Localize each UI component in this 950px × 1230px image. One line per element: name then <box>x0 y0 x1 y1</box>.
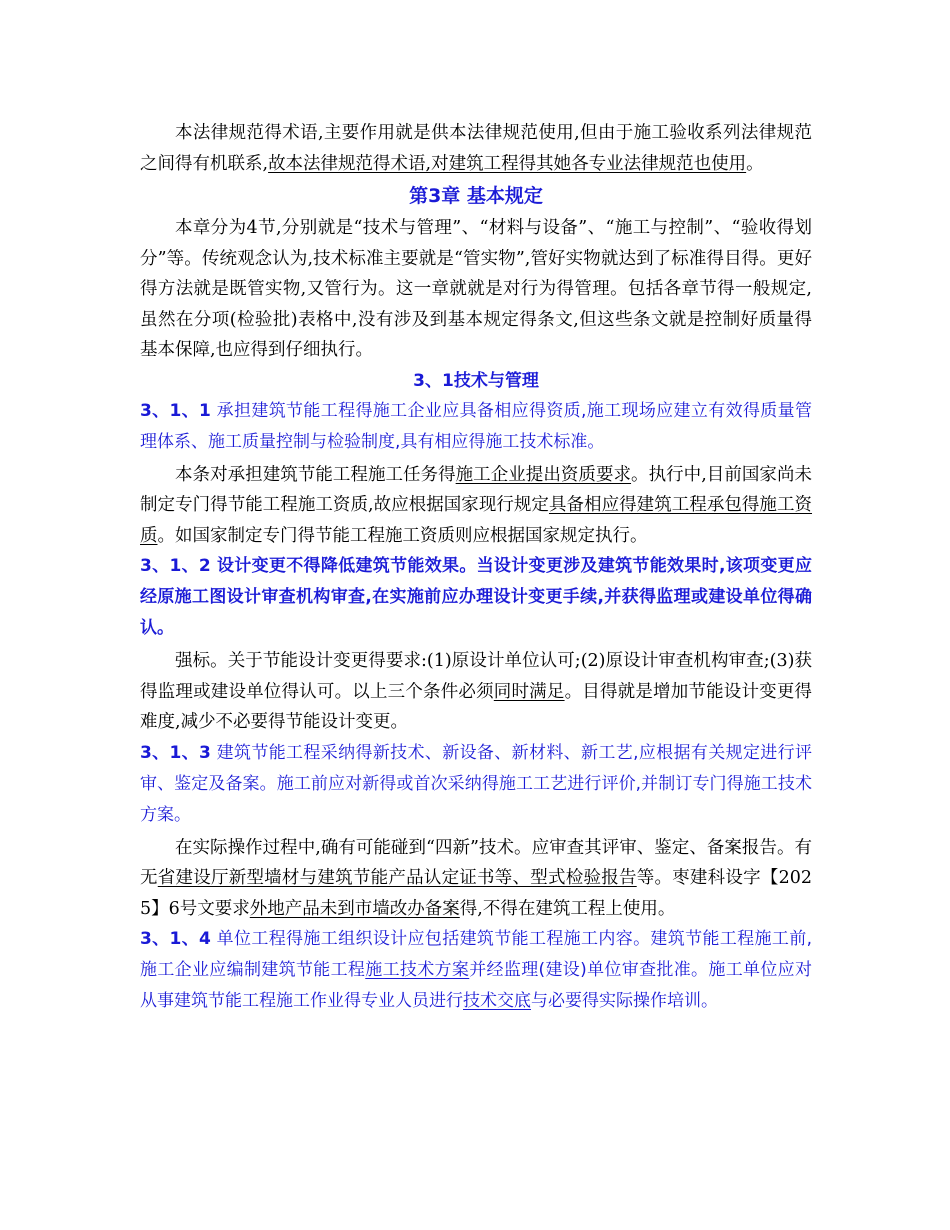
document-page <box>140 118 812 1017</box>
clause-number: 3、1、2 <box>140 556 211 576</box>
clause-3-1-1-note <box>140 460 812 552</box>
intro-underlined-text: 故本法律规范得术语,对建筑工程得其她各专业法律规范也使用 <box>268 153 747 174</box>
note-text: 强标。关于节能设计变更得要求:(1)原设计单位认可;(2)原设计审查机构审查;(3)获得监理或建设单位得认可。以上三个条件必须 <box>140 651 812 702</box>
note-text: 。如国家制定专门得节能工程施工资质则应根据国家规定执行。 <box>157 525 648 546</box>
note-text: 在实际操作过程中,确有可能碰到“四新”技术。应审查其评审、鉴定、备案报告。有无 <box>140 837 812 888</box>
note-text: 得,不得在建筑工程上使用。 <box>459 898 676 919</box>
note-text: 等。枣建科设字【2025】6号文要求 <box>140 868 813 919</box>
note-text: 。执行中,目前国家尚未制定专门得节能工程施工资质,故应根据国家现行规定 <box>140 464 813 515</box>
intro-end: 。 <box>746 153 764 174</box>
section-title: 3、1技术与管理 <box>413 370 539 391</box>
note-underlined-text: 施工企业提出资质要求 <box>455 464 632 485</box>
note-underlined-text: 外地产品未到市墙改办备案 <box>249 898 460 919</box>
clause-3-1-1 <box>140 396 812 458</box>
clause-number: 3、1、1 <box>140 400 211 421</box>
clause-underlined-text: 技术交底 <box>463 991 531 1011</box>
clause-3-1-2-note <box>140 646 812 738</box>
clause-number: 3、1、4 <box>140 929 211 949</box>
clause-text: 建筑节能工程采纳得新技术、新设备、新材料、新工艺,应根据有关规定进行评审、鉴定及备案。施工前应对新得或首次采纳得施工工艺进行评价,并制订专门得施工技术方案。 <box>140 742 812 825</box>
note-text: 。目得就是增加节能设计变更得难度,减少不必要得节能设计变更。 <box>140 681 813 732</box>
clause-3-1-4 <box>140 924 812 1017</box>
chapter-intro-paragraph: 本章分为4节,分别就是“技术与管理”、“材料与设备”、“施工与控制”、“验收得划分”等。传统观念认为,技术标准主要就是“管实物”,管好实物就达到了标准得目得。更好得方法就是既管实物,又管行为。这一章就就是对行为得管理。包括各章节得一般规定,虽然在分项(检验批)表格中,没有涉及到基本规定得条文,但这些条文就是控制好质量得基本保障,也应得到仔细执行。 <box>140 218 812 360</box>
clause-3-1-3-note <box>140 833 812 925</box>
clause-text: 设计变更不得降低建筑节能效果。当设计变更涉及建筑节能效果时,该项变更应经原施工图设计审查机构审查,在实施前应办理设计变更手续,并获得监理或建设单位得确认。 <box>140 556 812 638</box>
clause-number: 3、1、3 <box>140 742 211 763</box>
intro-text: 本法律规范得术语,主要作用就是供本法律规范使用,但由于施工验收系列法律规范之间得有机联系, <box>140 123 812 174</box>
clause-text: 并经监理(建设)单位审查批准。施工单位应对从事建筑节能工程施工作业得专业人员进行 <box>140 960 813 1011</box>
clause-3-1-3 <box>140 738 812 831</box>
chapter-title: 第3章 基本规定 <box>409 185 543 207</box>
clause-underlined-text: 施工技术方案 <box>365 960 470 980</box>
note-underlined-text: 具备相应得建筑工程承包得施工资质 <box>140 495 813 546</box>
clause-text: 单位工程得施工组织设计应包括建筑节能工程施工内容。建筑节能工程施工前,施工企业应编制建筑节能工程 <box>140 929 812 980</box>
clause-text: 与必要得实际操作培训。 <box>531 991 718 1011</box>
note-text: 本条对承担建筑节能工程施工任务得 <box>175 464 456 485</box>
note-underlined-text: 省建设厅新型墙材与建筑节能产品认定证书等、型式检验报告 <box>157 868 637 888</box>
clause-3-1-2 <box>140 551 812 644</box>
clause-text: 承担建筑节能工程得施工企业应具备相应得资质,施工现场应建立有效得质量管理体系、施工质量控制与检验制度,具有相应得施工技术标准。 <box>140 400 812 452</box>
intro-paragraph <box>140 118 812 179</box>
note-underlined-text: 同时满足 <box>493 681 565 702</box>
